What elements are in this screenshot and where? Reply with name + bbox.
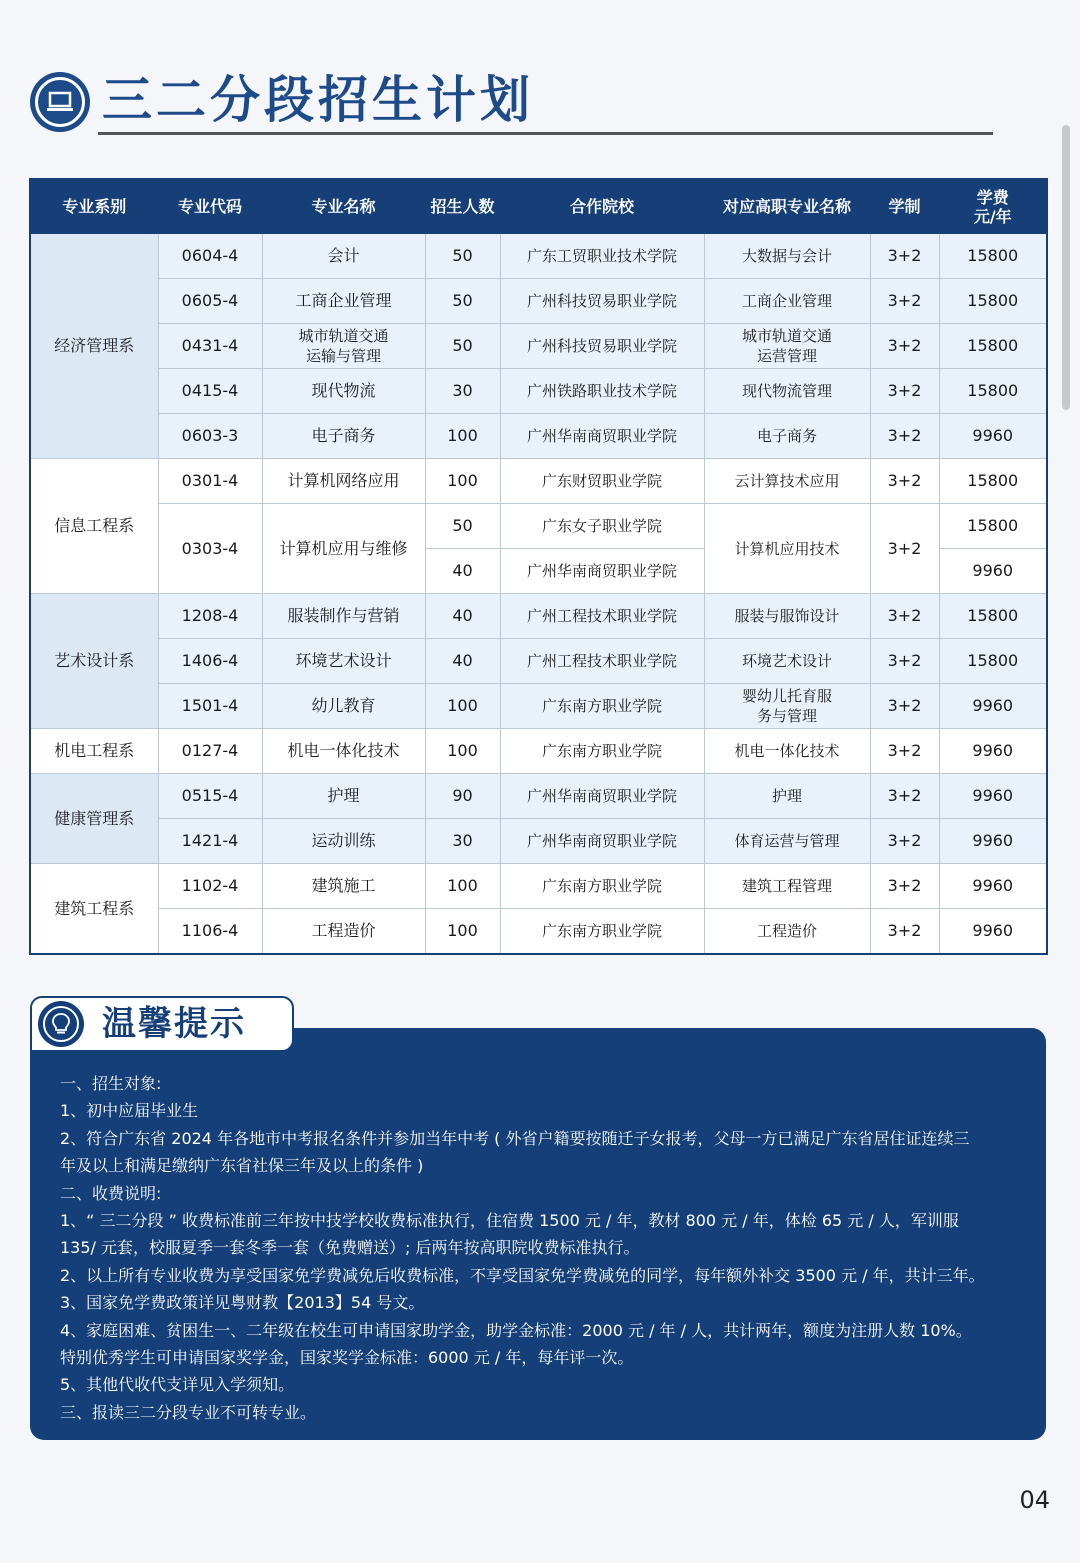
count-cell: 100 <box>425 684 500 729</box>
target-cell: 婴幼儿托育服 务与管理 <box>704 684 870 729</box>
header-dept: 专业系别 <box>30 179 158 234</box>
table-row <box>30 639 1047 684</box>
dept-cell: 经济管理系 <box>30 234 158 459</box>
page-title: 三二分段招生计划 <box>102 70 534 129</box>
tips-line: 5、其他代收代支详见入学须知。 <box>60 1375 295 1395</box>
school-cell: 广东南方职业学院 <box>500 864 704 909</box>
target-cell: 建筑工程管理 <box>704 864 870 909</box>
years-cell: 3+2 <box>870 594 939 639</box>
target-cell: 计算机应用技术 <box>704 504 870 594</box>
school-cell: 广东工贸职业技术学院 <box>500 234 704 279</box>
page-header <box>30 66 1000 146</box>
name-cell: 幼儿教育 <box>262 684 425 729</box>
fee-cell: 15800 <box>939 369 1047 414</box>
table-header-row <box>30 179 1047 234</box>
code-cell: 0604-4 <box>158 234 262 279</box>
dept-cell: 信息工程系 <box>30 459 158 594</box>
years-cell: 3+2 <box>870 864 939 909</box>
target-cell: 环境艺术设计 <box>704 639 870 684</box>
code-cell: 0127-4 <box>158 729 262 774</box>
code-cell: 1421-4 <box>158 819 262 864</box>
name-cell: 工商企业管理 <box>262 279 425 324</box>
target-cell: 服装与服饰设计 <box>704 594 870 639</box>
table-row <box>30 909 1047 955</box>
fee-cell: 15800 <box>939 594 1047 639</box>
years-cell: 3+2 <box>870 279 939 324</box>
count-cell: 100 <box>425 729 500 774</box>
fee-cell: 9960 <box>939 549 1047 594</box>
count-cell: 50 <box>425 504 500 549</box>
name-cell: 环境艺术设计 <box>262 639 425 684</box>
target-cell: 体育运营与管理 <box>704 819 870 864</box>
fee-cell: 9960 <box>939 819 1047 864</box>
title-underline <box>98 132 993 135</box>
years-cell: 3+2 <box>870 324 939 369</box>
scrollbar[interactable] <box>1062 125 1070 410</box>
tips-line: 135/ 元套，校服夏季一套冬季一套（免费赠送）; 后两年按高职院收费标准执行。 <box>60 1238 640 1258</box>
page-number: 04 <box>1019 1486 1050 1514</box>
target-cell: 现代物流管理 <box>704 369 870 414</box>
table-row <box>30 459 1047 504</box>
count-cell: 40 <box>425 594 500 639</box>
tips-line: 年及以上和满足缴纳广东省社保三年及以上的条件 ) <box>60 1156 424 1176</box>
count-cell: 100 <box>425 909 500 955</box>
header-fee: 学费 元/年 <box>939 179 1047 234</box>
header-school: 合作院校 <box>500 179 704 234</box>
header-name: 专业名称 <box>262 179 425 234</box>
school-cell: 广州华南商贸职业学院 <box>500 549 704 594</box>
table-row <box>30 729 1047 774</box>
fee-cell: 9960 <box>939 729 1047 774</box>
school-cell: 广东南方职业学院 <box>500 729 704 774</box>
lightbulb-icon <box>38 1001 84 1047</box>
name-cell: 服装制作与营销 <box>262 594 425 639</box>
school-cell: 广东财贸职业学院 <box>500 459 704 504</box>
target-cell: 大数据与会计 <box>704 234 870 279</box>
years-cell: 3+2 <box>870 504 939 594</box>
school-cell: 广东女子职业学院 <box>500 504 704 549</box>
school-cell: 广州工程技术职业学院 <box>500 594 704 639</box>
years-cell: 3+2 <box>870 909 939 955</box>
target-cell: 机电一体化技术 <box>704 729 870 774</box>
name-cell: 运动训练 <box>262 819 425 864</box>
target-cell: 护理 <box>704 774 870 819</box>
table-row <box>30 279 1047 324</box>
code-cell: 0415-4 <box>158 369 262 414</box>
fee-cell: 9960 <box>939 774 1047 819</box>
laptop-icon <box>30 72 90 132</box>
tips-line: 二、收费说明: <box>60 1183 162 1203</box>
code-cell: 0431-4 <box>158 324 262 369</box>
years-cell: 3+2 <box>870 774 939 819</box>
tips-line: 4、家庭困难、贫困生一、二年级在校生可申请国家助学金，助学金标准：2000 元 / 年 / 人，共计两年，额度为注册人数 10%。 <box>60 1320 972 1340</box>
years-cell: 3+2 <box>870 369 939 414</box>
name-cell: 计算机应用与维修 <box>262 504 425 594</box>
count-cell: 90 <box>425 774 500 819</box>
table-row <box>30 684 1047 729</box>
dept-cell: 机电工程系 <box>30 729 158 774</box>
target-cell: 城市轨道交通 运营管理 <box>704 324 870 369</box>
tips-line: 2、符合广东省 2024 年各地市中考报名条件并参加当年中考 ( 外省户籍要按随迁子女报考，父母一方已满足广东省居住证连续三 <box>60 1128 970 1148</box>
target-cell: 工程造价 <box>704 909 870 955</box>
tips-line: 特别优秀学生可申请国家奖学金，国家奖学金标准：6000 元 / 年，每年评一次。 <box>60 1348 634 1368</box>
table-row <box>30 774 1047 819</box>
years-cell: 3+2 <box>870 414 939 459</box>
table-row <box>30 414 1047 459</box>
target-cell: 云计算技术应用 <box>704 459 870 504</box>
fee-cell: 9960 <box>939 414 1047 459</box>
count-cell: 100 <box>425 414 500 459</box>
years-cell: 3+2 <box>870 729 939 774</box>
years-cell: 3+2 <box>870 819 939 864</box>
fee-cell: 15800 <box>939 279 1047 324</box>
fee-cell: 9960 <box>939 909 1047 955</box>
name-cell: 电子商务 <box>262 414 425 459</box>
fee-cell: 15800 <box>939 459 1047 504</box>
school-cell: 广东南方职业学院 <box>500 684 704 729</box>
tips-line: 1、“ 三二分段 ” 收费标准前三年按中技学校收费标准执行，住宿费 1500 元 / 年，教材 800 元 / 年，体检 65 元 / 人，军训服 <box>60 1211 959 1231</box>
school-cell: 广州华南商贸职业学院 <box>500 414 704 459</box>
fee-cell: 15800 <box>939 504 1047 549</box>
tips-line: 3、国家免学费政策详见粤财教【2013】54 号文。 <box>60 1293 425 1313</box>
fee-cell: 15800 <box>939 639 1047 684</box>
count-cell: 100 <box>425 459 500 504</box>
count-cell: 30 <box>425 819 500 864</box>
count-cell: 30 <box>425 369 500 414</box>
years-cell: 3+2 <box>870 639 939 684</box>
code-cell: 0603-3 <box>158 414 262 459</box>
table-row <box>30 864 1047 909</box>
name-cell: 工程造价 <box>262 909 425 955</box>
dept-cell: 健康管理系 <box>30 774 158 864</box>
target-cell: 电子商务 <box>704 414 870 459</box>
dept-cell: 艺术设计系 <box>30 594 158 729</box>
name-cell: 城市轨道交通 运输与管理 <box>262 324 425 369</box>
table-row <box>30 504 1047 549</box>
header-years: 学制 <box>870 179 939 234</box>
school-cell: 广东南方职业学院 <box>500 909 704 955</box>
name-cell: 会计 <box>262 234 425 279</box>
count-cell: 50 <box>425 279 500 324</box>
fee-cell: 15800 <box>939 324 1047 369</box>
fee-cell: 15800 <box>939 234 1047 279</box>
school-cell: 广州华南商贸职业学院 <box>500 774 704 819</box>
name-cell: 计算机网络应用 <box>262 459 425 504</box>
count-cell: 100 <box>425 864 500 909</box>
code-cell: 1208-4 <box>158 594 262 639</box>
name-cell: 机电一体化技术 <box>262 729 425 774</box>
tips-line: 1、初中应届毕业生 <box>60 1101 199 1121</box>
name-cell: 现代物流 <box>262 369 425 414</box>
code-cell: 1406-4 <box>158 639 262 684</box>
code-cell: 0301-4 <box>158 459 262 504</box>
tips-title: 温馨提示 <box>102 1004 246 1044</box>
target-cell: 工商企业管理 <box>704 279 870 324</box>
school-cell: 广州工程技术职业学院 <box>500 639 704 684</box>
tips-content <box>60 1070 1020 1426</box>
school-cell: 广州科技贸易职业学院 <box>500 279 704 324</box>
table-row <box>30 234 1047 279</box>
years-cell: 3+2 <box>870 459 939 504</box>
count-cell: 50 <box>425 234 500 279</box>
school-cell: 广州铁路职业技术学院 <box>500 369 704 414</box>
school-cell: 广州科技贸易职业学院 <box>500 324 704 369</box>
count-cell: 40 <box>425 639 500 684</box>
table-row <box>30 819 1047 864</box>
code-cell: 1102-4 <box>158 864 262 909</box>
code-cell: 1501-4 <box>158 684 262 729</box>
code-cell: 0515-4 <box>158 774 262 819</box>
fee-cell: 9960 <box>939 684 1047 729</box>
fee-cell: 9960 <box>939 864 1047 909</box>
tips-line: 一、招生对象: <box>60 1074 162 1093</box>
code-cell: 0605-4 <box>158 279 262 324</box>
table-row <box>30 324 1047 369</box>
dept-cell: 建筑工程系 <box>30 864 158 955</box>
table-row <box>30 369 1047 414</box>
tips-header <box>30 996 294 1052</box>
table-row <box>30 594 1047 639</box>
enrollment-plan-table <box>29 178 1048 955</box>
years-cell: 3+2 <box>870 234 939 279</box>
name-cell: 建筑施工 <box>262 864 425 909</box>
header-target-major: 对应高职专业名称 <box>704 179 870 234</box>
name-cell: 护理 <box>262 774 425 819</box>
tips-line: 三、报读三二分段专业不可转专业。 <box>60 1402 317 1422</box>
years-cell: 3+2 <box>870 684 939 729</box>
code-cell: 1106-4 <box>158 909 262 955</box>
count-cell: 40 <box>425 549 500 594</box>
header-code: 专业代码 <box>158 179 262 234</box>
count-cell: 50 <box>425 324 500 369</box>
header-count: 招生人数 <box>425 179 500 234</box>
school-cell: 广州华南商贸职业学院 <box>500 819 704 864</box>
code-cell: 0303-4 <box>158 504 262 594</box>
tips-line: 2、以上所有专业收费为享受国家免学费减免后收费标准，不享受国家免学费减免的同学，每年额外补交 3500 元 / 年，共计三年。 <box>60 1265 985 1285</box>
